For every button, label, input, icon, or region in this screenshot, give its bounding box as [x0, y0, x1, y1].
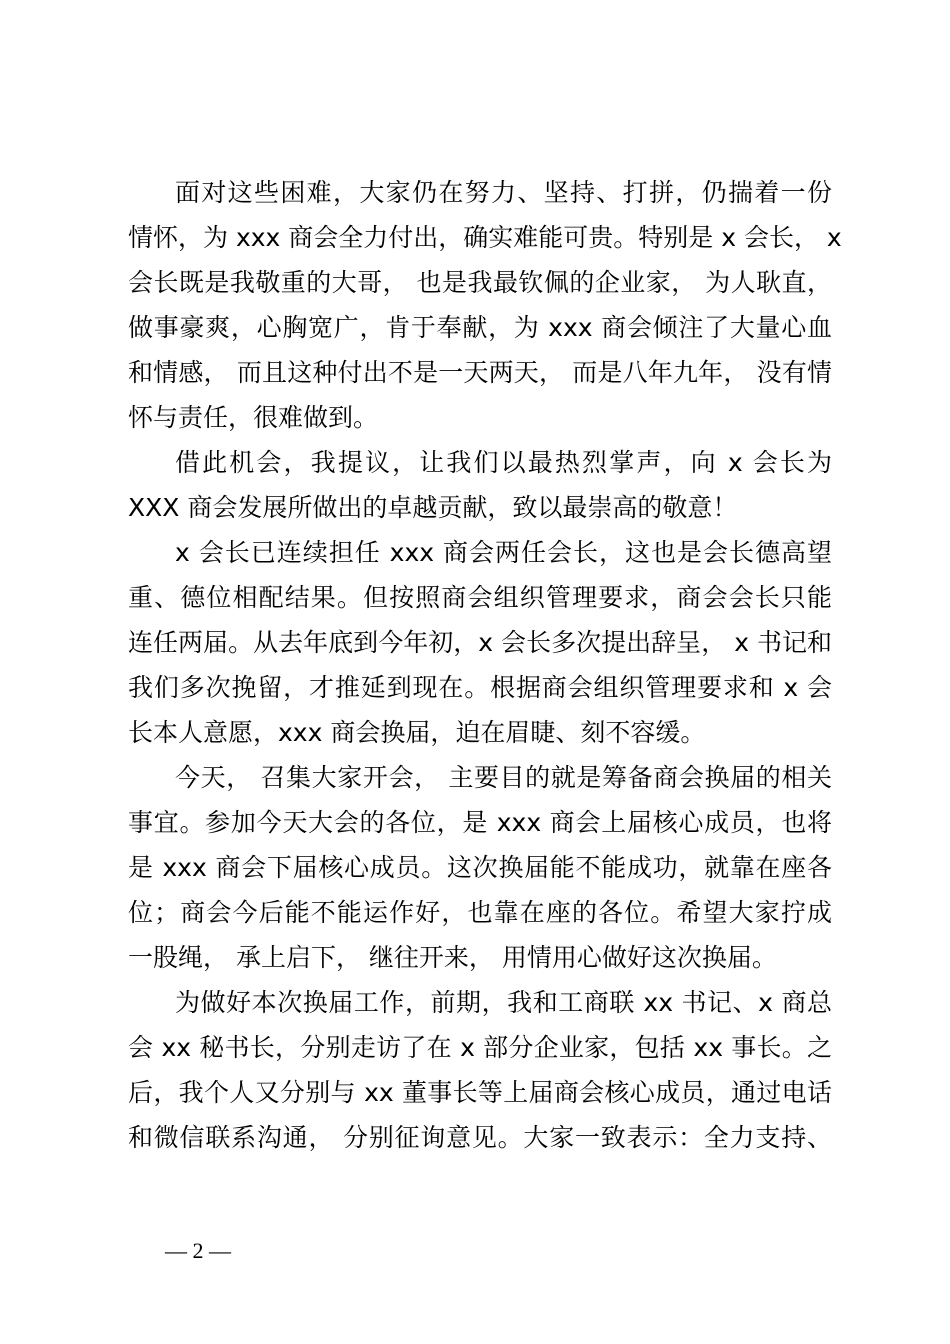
paragraph-line: 怀与责任，很难做到。	[128, 403, 379, 432]
paragraph-line: 会长既是我敬重的大哥， 也是我最钦佩的企业家， 为人耿直，	[128, 268, 832, 297]
paragraph-line: 位；商会今后能不能运作好，也靠在座的各位。希望大家拧成	[128, 898, 832, 927]
paragraph-line: 连任两届。从去年底到今年初，x 会长多次提出辞呈， x 书记和	[128, 628, 832, 657]
paragraph-line: 借此机会，我提议，让我们以最热烈掌声，向 x 会长为	[175, 448, 832, 477]
paragraph-line: x 会长已连续担任 xxx 商会两任会长，这也是会长德高望	[175, 538, 832, 567]
paragraph-line: 会 xx 秘书长，分别走访了在 x 部分企业家，包括 xx 事长。之	[128, 1033, 832, 1062]
paragraph-line: 做事豪爽，心胸宽广，肯于奉献，为 xxx 商会倾注了大量心血	[128, 313, 832, 342]
paragraph-line: 事宜。参加今天大会的各位，是 xxx 商会上届核心成员，也将	[128, 808, 832, 837]
paragraph-line: 今天， 召集大家开会， 主要目的就是筹备商会换届的相关	[175, 763, 832, 792]
paragraph-line: 和情感， 而且这种付出不是一天两天， 而是八年九年， 没有情	[128, 358, 832, 387]
paragraph-line: 重、德位相配结果。但按照商会组织管理要求，商会会长只能	[128, 583, 832, 612]
paragraph-line: 为做好本次换届工作，前期，我和工商联 xx 书记、x 商总	[175, 988, 832, 1017]
paragraph-line: 和微信联系沟通， 分别征询意见。大家一致表示：全力支持、	[128, 1123, 832, 1152]
page-number: — 2 —	[165, 1238, 231, 1263]
paragraph-line: 情怀，为 xxx 商会全力付出，确实难能可贵。特别是 x 会长， x	[128, 223, 842, 252]
paragraph-line: 后，我个人又分别与 xx 董事长等上届商会核心成员，通过电话	[128, 1078, 832, 1107]
paragraph-line: 面对这些困难，大家仍在努力、坚持、打拼，仍揣着一份	[175, 178, 832, 207]
paragraph-line: XXX 商会发展所做出的卓越贡献，致以最崇高的敬意！	[128, 493, 738, 522]
paragraph-line: 我们多次挽留，才推延到现在。根据商会组织管理要求和 x 会	[128, 673, 832, 702]
paragraph-line: 一股绳， 承上启下， 继往开来， 用情用心做好这次换届。	[128, 943, 777, 972]
paragraph-line: 长本人意愿，xxx 商会换届，迫在眉睫、刻不容缓。	[128, 718, 706, 747]
paragraph-line: 是 xxx 商会下届核心成员。这次换届能不能成功，就靠在座各	[128, 853, 832, 882]
